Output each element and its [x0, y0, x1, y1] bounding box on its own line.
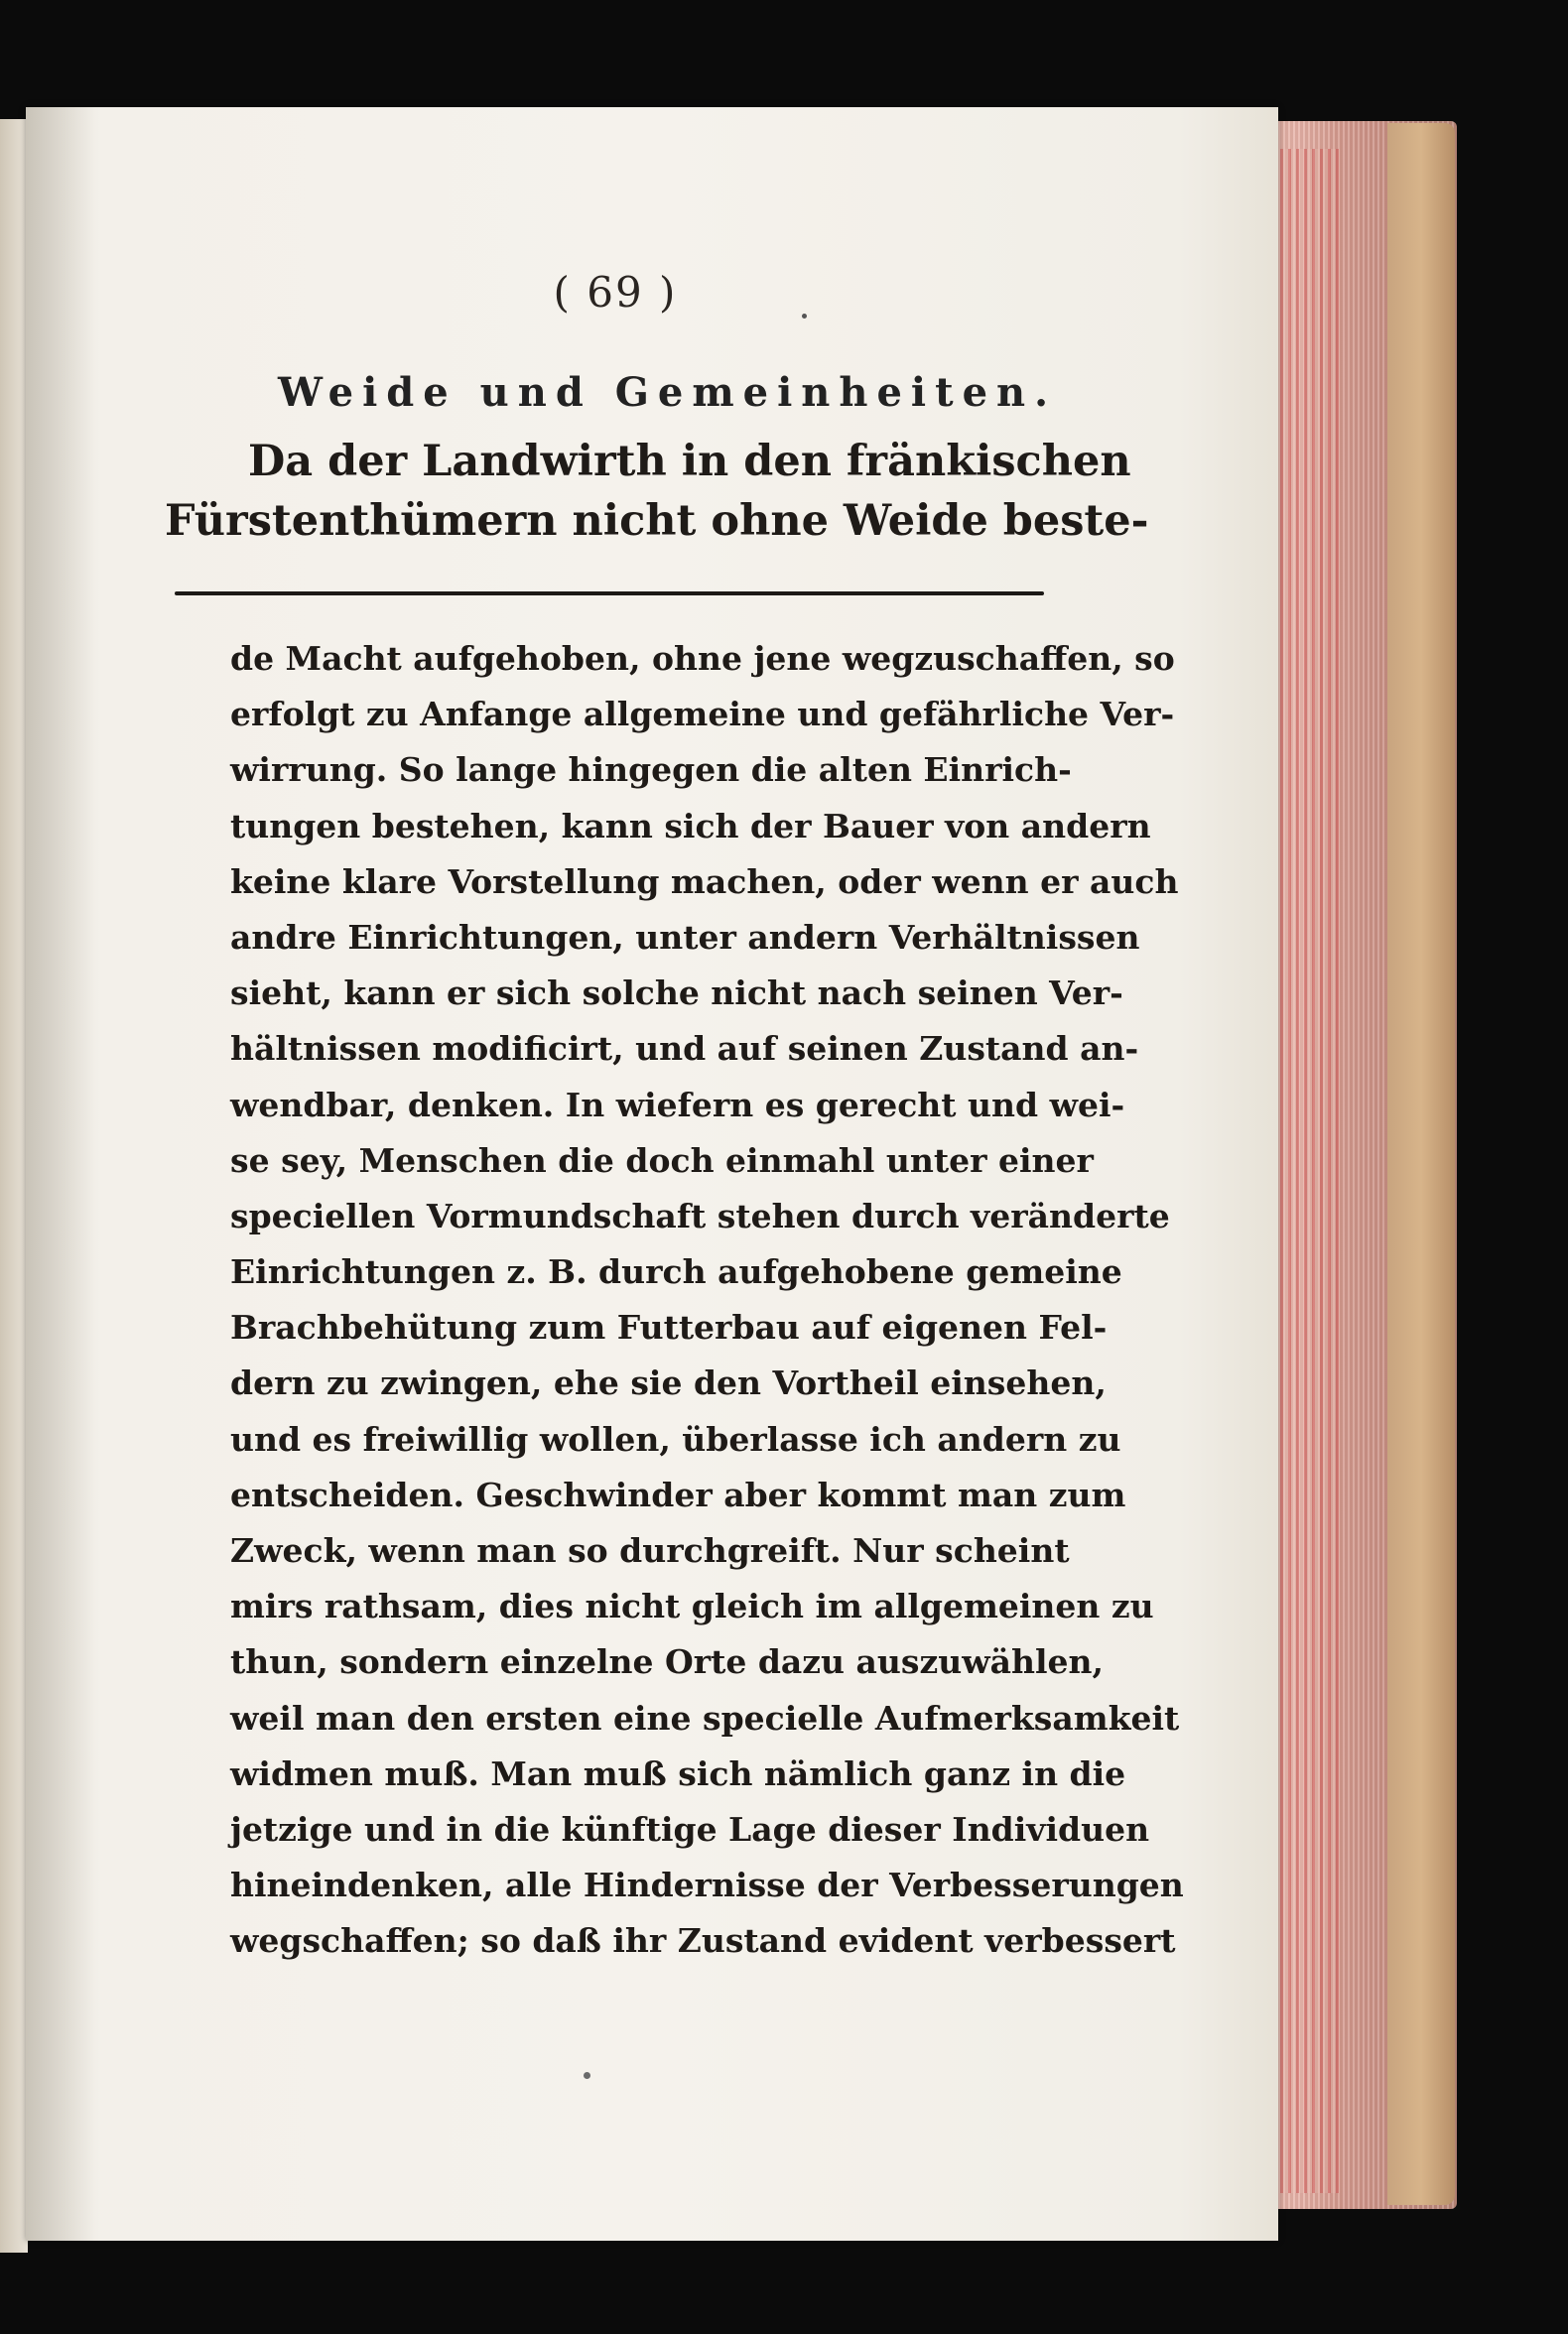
text-line: hältnissen modificirt, und auf seinen Zustand an- — [230, 1029, 1139, 1069]
text-line: entscheiden. Geschwinder aber kommt man zum — [230, 1475, 1126, 1514]
text-line: weil man den ersten eine specielle Aufmerksamkeit — [230, 1698, 1180, 1738]
text-line: und es freiwillig wollen, überlasse ich andern zu — [230, 1419, 1121, 1459]
red-edge-stain — [1280, 149, 1340, 2193]
text-line: keine klare Vorstellung machen, oder wenn er auch — [230, 861, 1179, 901]
text-line: wendbar, denken. In wiefern es gerecht und wei- — [230, 1085, 1125, 1124]
text-line: Brachbehütung zum Futterbau auf eigenen Fel- — [230, 1308, 1108, 1348]
text-line: speciellen Vormundschaft stehen durch veränderte — [230, 1196, 1170, 1235]
intro-line-1: Da der Landwirth in den fränkischen — [248, 437, 1131, 486]
book-cover-edge — [1387, 123, 1455, 2205]
text-line: hineindenken, alle Hindernisse der Verbesserungen — [230, 1866, 1184, 1905]
horizontal-rule — [175, 591, 1044, 595]
text-line: jetzige und in die künftige Lage dieser Individuen — [230, 1809, 1150, 1849]
text-line: erfolgt zu Anfange allgemeine und gefährliche Ver- — [230, 695, 1175, 734]
facing-page-edge — [0, 119, 28, 2253]
text-line: dern zu zwingen, ehe sie den Vortheil einsehen, — [230, 1363, 1107, 1403]
text-line: de Macht aufgehoben, ohne jene wegzuschaffen, so — [230, 639, 1175, 678]
ink-speck — [584, 2072, 590, 2079]
text-line: se sey, Menschen die doch einmahl unter einer — [230, 1140, 1094, 1180]
text-line: tungen bestehen, kann sich der Bauer von andern — [230, 806, 1151, 845]
text-line: andre Einrichtungen, unter andern Verhältnissen — [230, 917, 1140, 957]
ink-speck — [802, 314, 807, 319]
text-line: Einrichtungen z. B. durch aufgehobene gemeine — [230, 1252, 1122, 1292]
intro-line-2: Fürstenthümern nicht ohne Weide beste- — [165, 496, 1149, 546]
text-line: thun, sondern einzelne Orte dazu auszuwählen, — [230, 1642, 1105, 1682]
text-line: wegschaffen; so daß ihr Zustand evident verbessert — [230, 1921, 1176, 1961]
body-text — [230, 631, 1184, 1970]
page-number: ( 69 ) — [553, 268, 678, 317]
text-line: mirs rathsam, dies nicht gleich im allgemeinen zu — [230, 1587, 1154, 1626]
gutter-shadow — [26, 107, 95, 2241]
section-title: Weide und Gemeinheiten. — [278, 369, 1058, 416]
text-line: widmen muß. Man muß sich nämlich ganz in die — [230, 1753, 1126, 1793]
text-line: wirrung. So lange hingegen die alten Einrich- — [230, 750, 1072, 790]
text-line: Zweck, wenn man so durchgreift. Nur scheint — [230, 1531, 1070, 1570]
text-line: sieht, kann er sich solche nicht nach seinen Ver- — [230, 973, 1123, 1013]
